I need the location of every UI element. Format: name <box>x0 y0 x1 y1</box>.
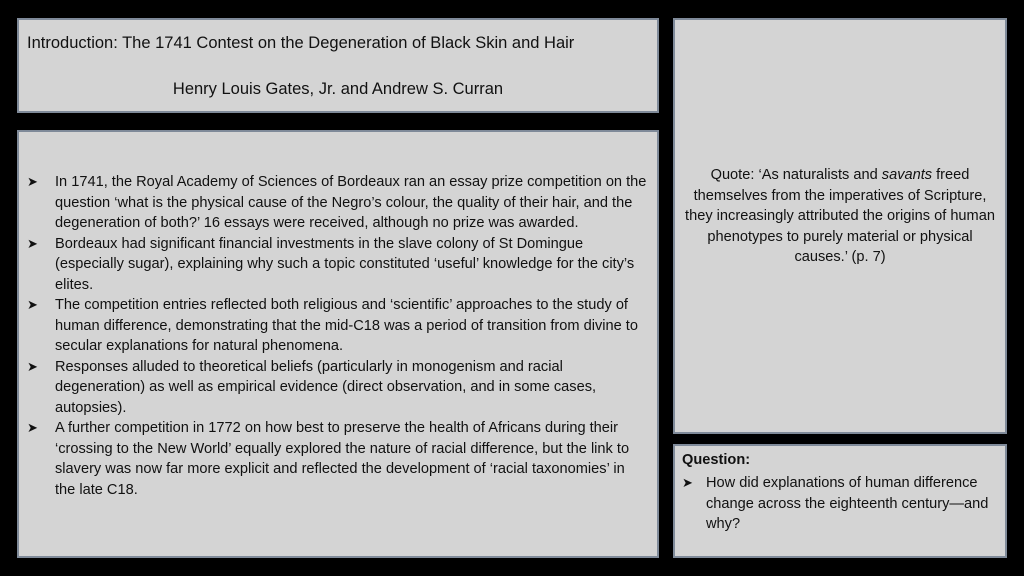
quote-text <box>679 165 1001 268</box>
bullet-text: Bordeaux had significant financial investments in the slave colony of St Domingue (especially sugar), explaining why such a topic constituted ‘useful’ knowledge for the city’s elites. <box>55 235 635 293</box>
arrow-bullet-icon: ➤ <box>682 475 693 490</box>
list-item <box>27 357 649 419</box>
arrow-bullet-icon: ➤ <box>27 420 38 435</box>
bullet-list <box>27 172 649 500</box>
title-panel <box>17 18 659 113</box>
list-item <box>27 172 649 234</box>
quote-text-italic: savants <box>881 167 933 183</box>
list-item <box>27 418 649 500</box>
bullet-text: A further competition in 1772 on how best to preserve the health of Africans during their ‘crossing to the New World’ equally explored the nature of racial difference, but the link to slavery was now far more explicit and reflected the development of ‘racial taxonomies’ in the late C18. <box>55 420 630 498</box>
arrow-bullet-icon: ➤ <box>27 235 38 251</box>
slide-authors: Henry Louis Gates, Jr. and Andrew S. Curran <box>172 80 504 98</box>
arrow-bullet-icon: ➤ <box>27 297 38 312</box>
list-item <box>27 234 649 296</box>
slide-title: Introduction: The 1741 Contest on the Degeneration of Black Skin and Hair <box>27 34 575 52</box>
bullets-panel <box>17 130 659 558</box>
arrow-bullet-icon: ➤ <box>27 174 38 189</box>
quote-text-before: : ‘As naturalists and <box>750 167 882 183</box>
bullet-text: Responses alluded to theoretical beliefs (particularly in monogenism and racial degeneration) as well as empirical evidence (direct observation, and in some cases, autopsies). <box>55 358 597 416</box>
bullet-text: The competition entries reflected both religious and ‘scientific’ approaches to the study of human difference, demonstrating that the mid-C18 was a period of transition from divine to secular explanations for natural phenomena. <box>55 297 638 354</box>
arrow-bullet-icon: ➤ <box>27 358 38 374</box>
quote-text-after: freed themselves from the imperatives of Scripture, they increasingly attributed the origins of human phenotypes to purely material or physical causes.’ (p. 7) <box>685 167 995 265</box>
question-text: How did explanations of human difference change across the eighteenth century—and why? <box>706 475 989 532</box>
question-panel <box>673 444 1007 558</box>
list-item <box>27 295 649 357</box>
bullet-text: In 1741, the Royal Academy of Sciences of Bordeaux ran an essay prize competition on the question ‘what is the physical cause of the Negro’s colour, the quality of their hair, and the degeneration of both?’ 16 essays were received, although no prize was awarded. <box>55 174 647 231</box>
quote-panel <box>673 18 1007 434</box>
question-label: Question: <box>682 452 751 468</box>
question-item <box>682 473 997 535</box>
quote-label: Quote <box>710 167 751 183</box>
